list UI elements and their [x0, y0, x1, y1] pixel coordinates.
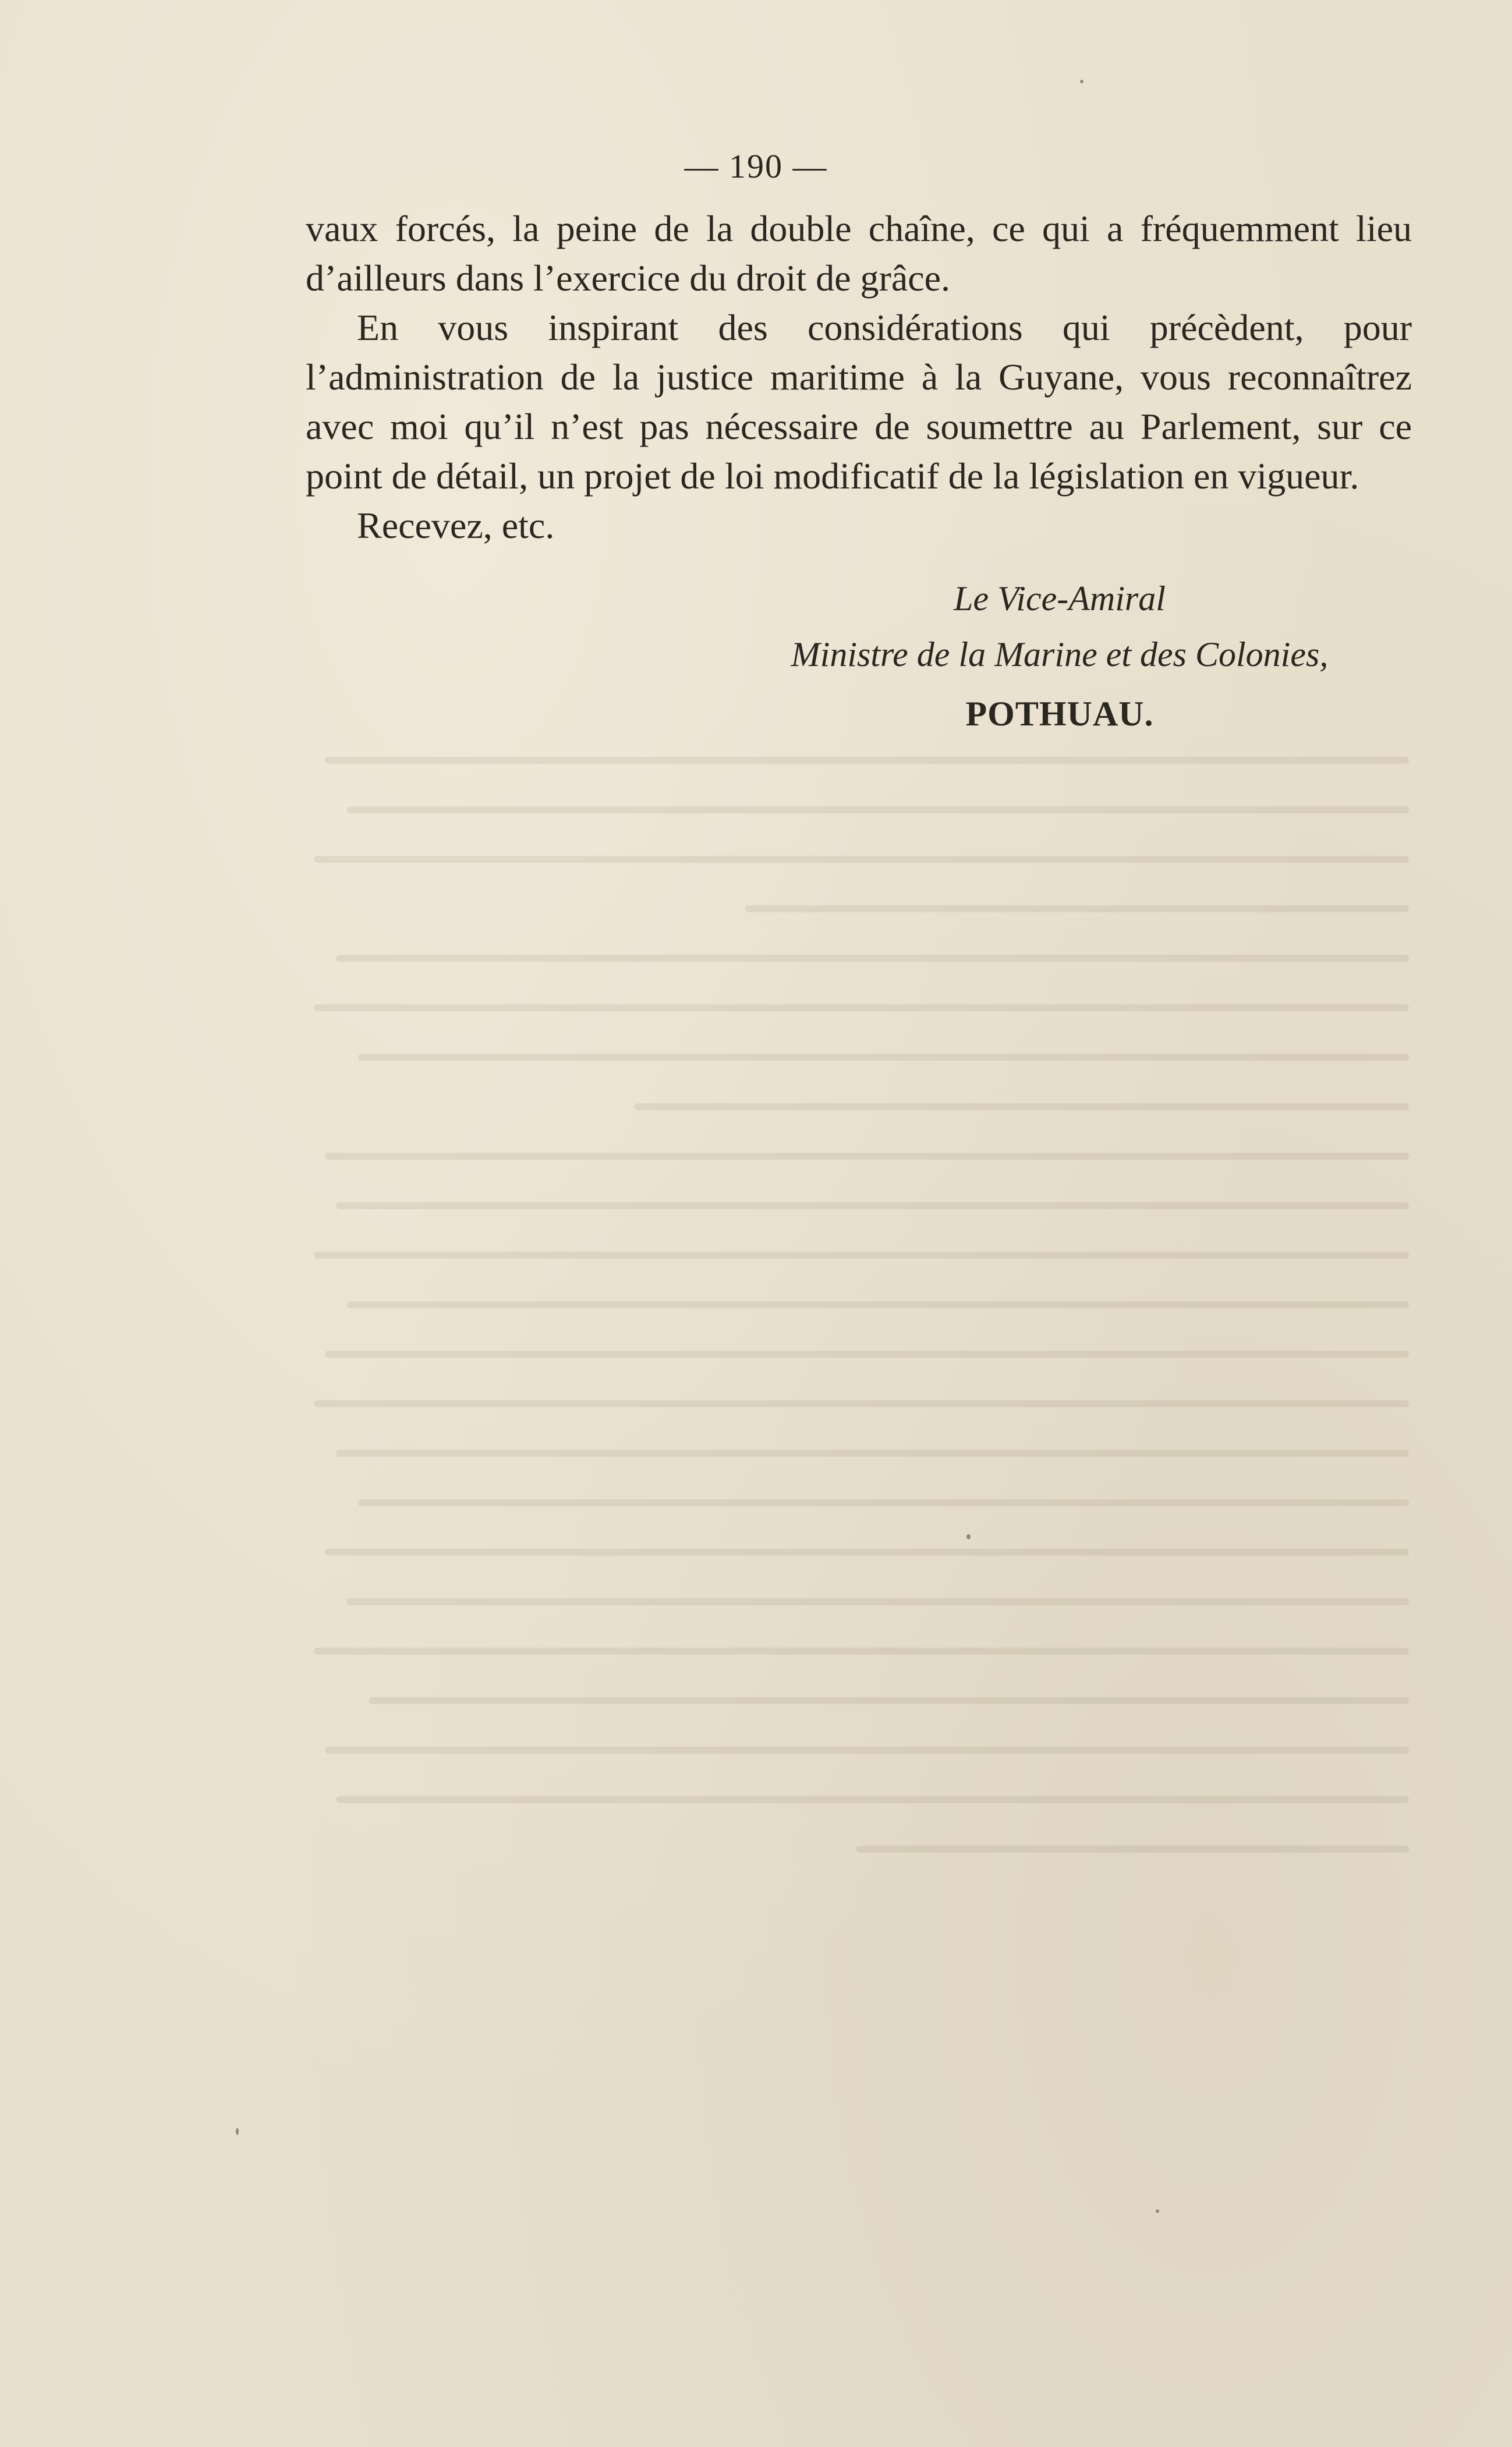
paper-speck [236, 2128, 239, 2135]
page-number: — 190 — [684, 147, 828, 185]
paragraph: En vous inspirant des considérations qui précèdent, pour l’administration de la justice maritime à la Guyane, vous reconnaîtrez avec moi qu’il n’est pas nécessaire de soumettre au Parlement, sur ce point de détail, un projet de loi modificatif de la législation en vigueur. [306, 307, 1412, 497]
signature-name: POTHUAU. [965, 695, 1154, 733]
paper-speck [1156, 2209, 1159, 2213]
body-text [306, 204, 1412, 550]
paper-speck [966, 1534, 971, 1539]
paragraph: vaux forcés, la peine de la double chaîne, ce qui a fréquemment lieu d’ailleurs dans l’exercice du droit de grâce. [306, 208, 1412, 299]
signature-rank: Le Vice-Amiral [954, 579, 1166, 618]
signature-office: Ministre de la Marine et des Colonies, [791, 635, 1329, 674]
paper-speck [1080, 80, 1083, 83]
closing-line: Recevez, etc. [357, 505, 555, 546]
signature-block [757, 571, 1362, 742]
bleed-through-text [303, 757, 1409, 1950]
